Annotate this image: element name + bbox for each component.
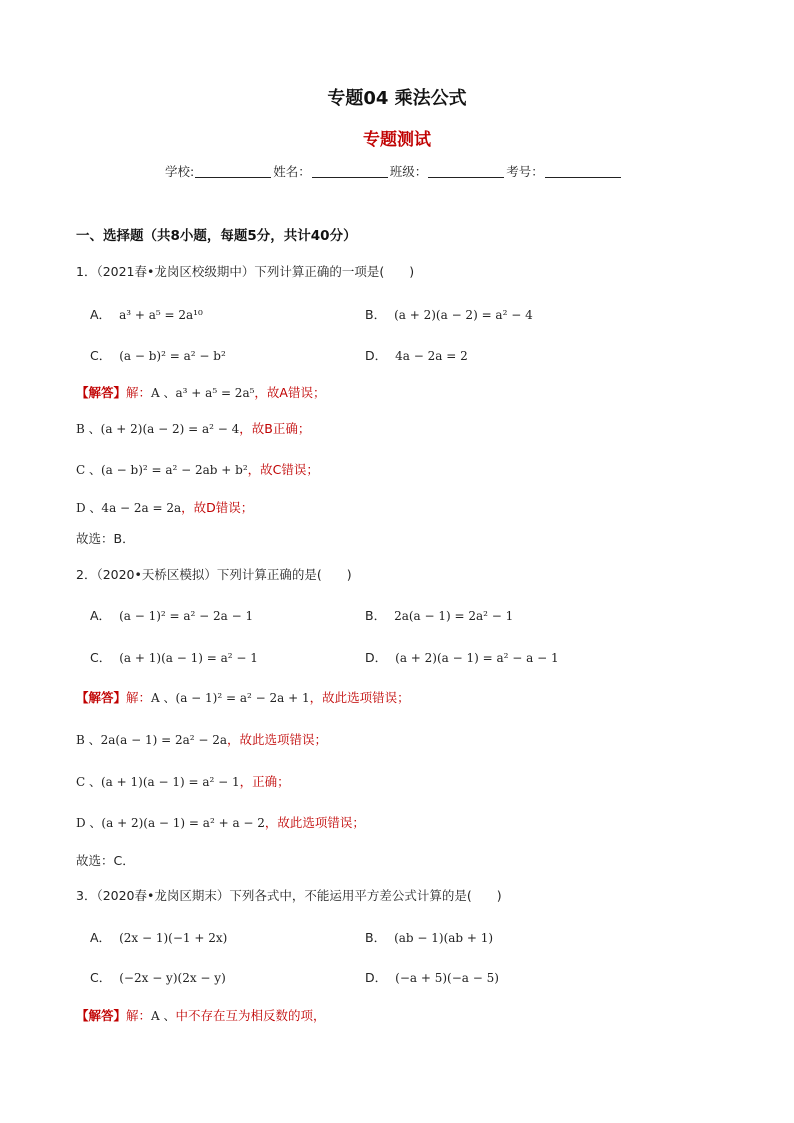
question-2-option-b: B． 2a(a − 1) = 2a² − 1: [365, 608, 514, 623]
name-label: 姓名：: [273, 164, 311, 179]
question-3-option-d: D． (−a + 5)(−a − 5): [365, 970, 499, 985]
question-2-option-c: C． (a + 1)(a − 1) = a² − 1: [90, 650, 258, 665]
answer-tag: 【解答】: [76, 385, 127, 400]
question-2-choice: 故选：C．: [76, 853, 135, 868]
question-1-option-c: C． (a − b)² = a² − b²: [90, 348, 226, 363]
number-label: 考号：: [506, 164, 544, 179]
question-3-option-c: C． (−2x − y)(2x − y): [90, 970, 226, 985]
question-3-answer-line: 【解答】解：A 、中不存在互为相反数的项，: [76, 1008, 326, 1023]
question-1-step-d: D 、4a − 2a = 2a，故D错误；: [76, 500, 254, 515]
question-1-option-a: A． a³ + a⁵ = 2a¹⁰: [90, 307, 203, 322]
number-blank: [545, 165, 621, 178]
answer-tag: 【解答】: [76, 690, 127, 705]
question-3-option-b: B． (ab − 1)(ab + 1): [365, 930, 494, 945]
answer-tag: 【解答】: [76, 1008, 127, 1023]
question-1-step-b: B 、(a + 2)(a − 2) = a² − 4，故B正确；: [76, 421, 311, 436]
question-1-answer-line: 【解答】解：A 、a³ + a⁵ = 2a⁵，故A错误；: [76, 385, 326, 400]
document-subtitle: 专题测试: [363, 130, 431, 150]
question-1-stem: 1．（2021春•龙岗区校级期中）下列计算正确的一项是( ): [76, 264, 415, 279]
question-1-option-d: D． 4a − 2a = 2: [365, 348, 468, 363]
section-heading: 一、选择题（共8小题，每题5分，共计40分）: [76, 228, 357, 244]
school-blank: [195, 165, 271, 178]
school-label: 学校:: [165, 164, 195, 179]
question-3-option-a: A． (2x − 1)(−1 + 2x): [90, 930, 228, 945]
student-info-row: [165, 162, 623, 180]
question-2-option-a: A． (a − 1)² = a² − 2a − 1: [90, 608, 254, 623]
question-1-option-b: B． (a + 2)(a − 2) = a² − 4: [365, 307, 533, 322]
question-2-stem: 2．（2020•天桥区模拟）下列计算正确的是( ): [76, 567, 352, 582]
question-2-step-d: D 、(a + 2)(a − 1) = a² + a − 2，故此选项错误；: [76, 815, 365, 830]
question-2-answer-line: 【解答】解：A 、(a − 1)² = a² − 2a + 1，故此选项错误；: [76, 690, 410, 705]
class-blank: [428, 165, 504, 178]
question-1-step-c: C 、(a − b)² = a² − 2ab + b²，故C错误；: [76, 462, 319, 477]
question-3-stem: 3．（2020春•龙岗区期末）下列各式中，不能运用平方差公式计算的是( ): [76, 888, 502, 903]
question-2-step-c: C 、(a + 1)(a − 1) = a² − 1，正确；: [76, 774, 290, 789]
name-blank: [312, 165, 388, 178]
question-2-step-b: B 、2a(a − 1) = 2a² − 2a，故此选项错误；: [76, 732, 328, 747]
class-label: 班级：: [389, 164, 428, 179]
question-2-option-d: D． (a + 2)(a − 1) = a² − a − 1: [365, 650, 559, 665]
question-1-choice: 故选：B．: [76, 531, 135, 546]
document-title: 专题04 乘法公式: [327, 88, 467, 109]
